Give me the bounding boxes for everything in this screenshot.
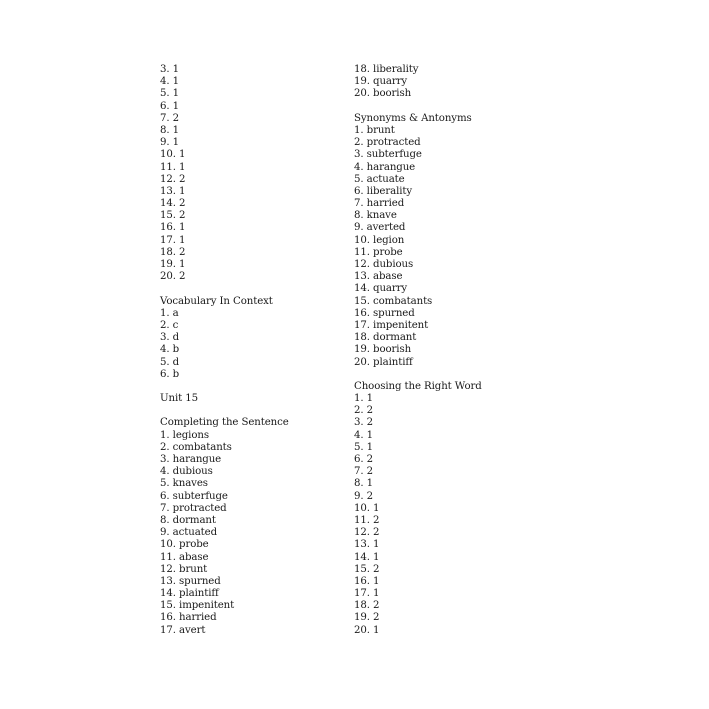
answer-line: 1. legions xyxy=(160,429,209,441)
answer-line: 14. quarry xyxy=(354,283,408,295)
continued-answer-list xyxy=(160,64,289,283)
answer-line: 11. abase xyxy=(160,551,209,563)
left-column xyxy=(160,64,289,637)
answer-line: 10. probe xyxy=(160,539,209,551)
spacer xyxy=(354,101,482,113)
answer-line: 7. 2 xyxy=(160,112,180,124)
answer-line: 1. a xyxy=(160,307,179,319)
answer-line: 17. impenitent xyxy=(354,319,429,331)
answer-line: 2. 2 xyxy=(354,405,374,417)
answer-line: 13. spurned xyxy=(160,575,221,587)
answer-line: 10. legion xyxy=(354,234,405,246)
answer-line: 18. 2 xyxy=(160,246,186,258)
answer-line: 20. 1 xyxy=(354,624,380,636)
answer-line: 8. dormant xyxy=(160,514,216,526)
answer-line: 4. b xyxy=(160,344,180,356)
answer-line: 18. liberality xyxy=(354,64,419,75)
answer-line: 5. actuate xyxy=(354,173,405,185)
answer-line: 2. protracted xyxy=(354,137,421,149)
right-column xyxy=(354,64,482,637)
answer-line: 20. boorish xyxy=(354,88,412,100)
answer-line: 6. 1 xyxy=(160,100,180,112)
answer-line: 9. actuated xyxy=(160,527,218,539)
answer-line: 7. harried xyxy=(354,198,405,210)
answer-line: 3. 1 xyxy=(160,64,180,75)
answer-line: 5. d xyxy=(160,356,180,368)
answer-line: 18. 2 xyxy=(354,600,380,612)
answer-line: 7. 2 xyxy=(354,466,374,478)
answer-line: 2. combatants xyxy=(160,441,232,453)
completing-the-sentence-continued xyxy=(354,64,482,101)
answer-line: 15. 2 xyxy=(160,210,186,222)
answer-line: 14. 1 xyxy=(354,551,380,563)
answer-line: 1. 1 xyxy=(354,393,374,405)
answer-line: 6. b xyxy=(160,368,180,380)
section-heading: Synonyms & Antonyms xyxy=(354,112,472,124)
answer-line: 1. brunt xyxy=(354,124,395,136)
answer-line: 19. 1 xyxy=(160,259,186,270)
answer-line: 17. 1 xyxy=(354,588,380,600)
answer-line: 5. knaves xyxy=(160,478,208,490)
answer-line: 11. 2 xyxy=(354,514,380,526)
answer-line: 3. 2 xyxy=(354,417,374,429)
answer-line: 12. 2 xyxy=(160,173,186,185)
answer-line: 4. 1 xyxy=(354,429,374,441)
answer-line: 12. brunt xyxy=(160,563,208,575)
answer-line: 20. 2 xyxy=(160,271,186,283)
answer-line: 16. harried xyxy=(160,612,217,624)
answer-line: 15. 2 xyxy=(354,563,380,575)
answer-line: 14. plaintiff xyxy=(160,588,219,600)
answer-line: 16. 1 xyxy=(160,222,186,234)
answer-line: 6. subterfuge xyxy=(160,490,228,502)
spacer xyxy=(160,405,289,417)
answer-line: 13. 1 xyxy=(160,185,186,197)
answer-line: 11. 1 xyxy=(160,161,186,173)
answer-line: 19. boorish xyxy=(354,344,412,356)
answer-line: 4. dubious xyxy=(160,466,213,478)
answer-line: 12. 2 xyxy=(354,527,380,539)
answer-line: 7. protracted xyxy=(160,502,227,514)
answer-line: 9. averted xyxy=(354,222,406,234)
section-heading: Vocabulary In Context xyxy=(160,295,273,307)
answer-line: 6. 2 xyxy=(354,454,374,465)
answer-line: 18. dormant xyxy=(354,332,417,344)
answer-line: 17. 1 xyxy=(160,234,186,246)
completing-the-sentence-section xyxy=(160,417,289,636)
vocabulary-in-context-section xyxy=(160,296,289,381)
answer-line: 9. 2 xyxy=(354,490,374,502)
answer-line: 8. knave xyxy=(354,210,397,222)
synonyms-antonyms-section xyxy=(354,113,482,369)
answer-line: 19. quarry xyxy=(354,76,408,88)
answer-line: 10. 1 xyxy=(160,149,186,161)
answer-line: 3. subterfuge xyxy=(354,149,422,161)
answer-line: 5. 1 xyxy=(160,88,180,100)
spacer xyxy=(160,381,289,393)
answer-line: 13. 1 xyxy=(354,539,380,551)
choosing-the-right-word-section xyxy=(354,381,482,637)
section-heading: Choosing the Right Word xyxy=(354,380,482,392)
answer-line: 10. 1 xyxy=(354,502,380,514)
answer-line: 3. d xyxy=(160,332,180,344)
spacer xyxy=(354,369,482,381)
section-heading: Completing the Sentence xyxy=(160,417,289,429)
answer-line: 17. avert xyxy=(160,624,206,636)
answer-line: 20. plaintiff xyxy=(354,356,413,368)
answer-line: 9. 1 xyxy=(160,137,180,149)
answer-line: 2. c xyxy=(160,319,179,331)
answer-line: 5. 1 xyxy=(354,441,374,453)
answer-line: 16. spurned xyxy=(354,307,415,319)
answer-line: 4. harangue xyxy=(354,161,416,173)
answer-line: 11. probe xyxy=(354,246,403,258)
answer-line: 16. 1 xyxy=(354,575,380,587)
answer-line: 12. dubious xyxy=(354,259,414,270)
answer-line: 4. 1 xyxy=(160,76,180,88)
spacer xyxy=(160,283,289,295)
answer-line: 3. harangue xyxy=(160,454,222,465)
answer-line: 13. abase xyxy=(354,271,403,283)
answer-line: 8. 1 xyxy=(160,124,180,136)
answer-line: 19. 2 xyxy=(354,612,380,624)
unit-title: Unit 15 xyxy=(160,393,199,405)
answer-line: 15. combatants xyxy=(354,295,433,307)
answer-line: 15. impenitent xyxy=(160,600,235,612)
answer-line: 14. 2 xyxy=(160,198,186,210)
answer-line: 8. 1 xyxy=(354,478,374,490)
answer-line: 6. liberality xyxy=(354,185,413,197)
